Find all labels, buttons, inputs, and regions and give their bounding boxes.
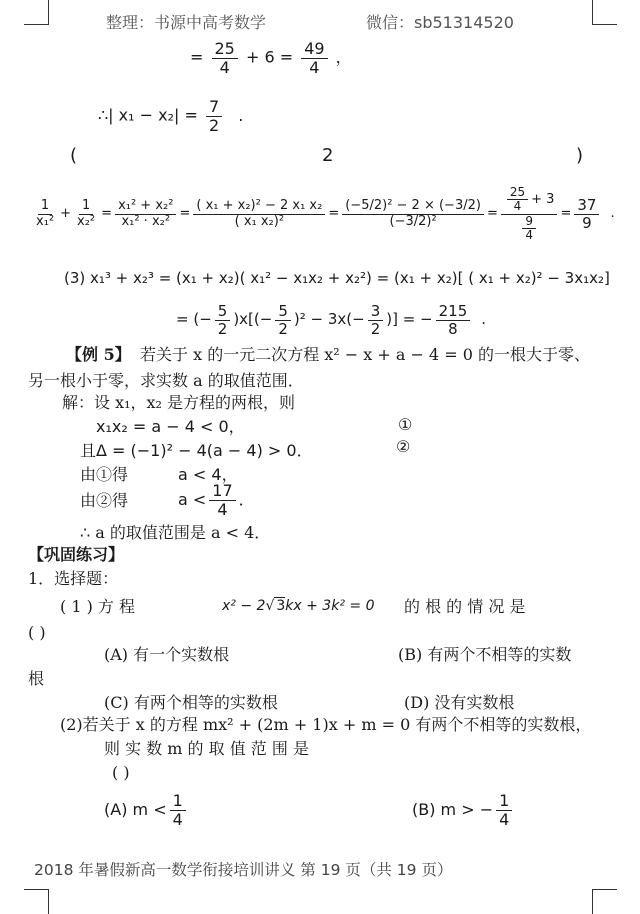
- example5-question-1: 若关于 x 的一元二次方程 x² − x + a − 4 = 0 的一根大于零、: [140, 345, 591, 364]
- paren-number: 2: [322, 145, 334, 166]
- crop-mark-bottom-left: [24, 889, 49, 914]
- practice-q1-equation: x² − 2√ 3kx + 3k² = 0: [222, 598, 375, 614]
- example5-question-2: 另一根小于零，求实数 a 的取值范围．: [28, 371, 304, 390]
- practice-q2-option-b: (B) m > − $\frac{1}{4}$: [412, 786, 515, 834]
- reciprocal-sum-equation: $\frac{1}{\text{x₁²}}$ + $\frac{1}{\text{x₂²}}$ = $\frac{\text{x₁² + x₂²}}{\text{x₁² · x₂²}}$ = $\frac{\text{( x₁ + x₂)² − 2 x₁ x₂}}{\text{( x₁ x₂)²}}$ = $\frac{\text{(−5/2)² − 2 × (−3/2)}}{\text{(−3/2)²}}$ = $\frac{25}{4}$ + 3 $\frac{9}{4}$ = $\frac{37}{9}$ .: [36, 185, 615, 242]
- part3-line-1: (3) x₁³ + x₂³ = (x₁ + x₂)( x₁² − x₁x₂ + x₂²) = (x₁ + x₂)[ ( x₁ + x₂)² − 3x₁x₂]: [64, 269, 610, 287]
- practice-q1-option-a: (A) 有一个实数根: [104, 645, 230, 664]
- page-footer: 2018 年暑假新高一数学衔接培训讲义 第 19 页（共 19 页）: [34, 861, 453, 879]
- example5-solution-5-label: 由②得: [80, 491, 129, 510]
- fraction-25-4: $\frac{25}{4}$: [212, 40, 238, 76]
- header-left: 整理：书源中高考数学: [106, 13, 267, 32]
- mark-circle-1: ①: [398, 415, 413, 434]
- practice-q1-option-d: (D) 没有实数根: [404, 693, 515, 712]
- example5-solution-4-value: a < 4，: [178, 465, 238, 484]
- calc-line-1: = $\frac{25}{4}$ + 6 = $\frac{49}{4}$ ，: [190, 39, 352, 77]
- practice-title: 【巩固练习】: [28, 545, 125, 564]
- header-right: 微信：sb51314520: [366, 13, 514, 32]
- practice-q1-option-b-cont: 根: [28, 669, 45, 688]
- practice-q1-blank: ( ): [28, 623, 46, 642]
- fraction-49-4: $\frac{49}{4}$: [301, 40, 327, 76]
- fraction-7-2: $\frac{7}{2}$: [206, 98, 222, 134]
- practice-section-1: 1．选择题：: [28, 569, 119, 588]
- example5-solution-2: x₁x₂ = a − 4 < 0，: [96, 417, 245, 436]
- example5-title: 【例 5】: [66, 345, 131, 364]
- example5-solution-3: 且Δ = (−1)² − 4(a − 4) > 0．: [80, 441, 313, 460]
- practice-q1-prefix: ( 1 ) 方 程: [60, 597, 136, 616]
- mark-circle-2: ②: [396, 437, 411, 456]
- calc-line-2: ∴| x₁ − x₂| = $\frac{7}{2}$ .: [98, 97, 244, 135]
- example5-solution-6: ∴ a 的取值范围是 a < 4．: [80, 523, 271, 542]
- example5-solution-4-label: 由①得: [80, 465, 129, 484]
- example5-solution-1: 解：设 x₁，x₂ 是方程的两根，则: [62, 393, 296, 412]
- practice-q2-line-1: (2)若关于 x 的方程 mx² + (2m + 1)x + m = 0 有两个不相等的实数根，: [60, 715, 592, 734]
- paren-left: (: [70, 145, 78, 166]
- practice-q1-option-c: (C) 有两个相等的实数根: [104, 693, 278, 712]
- practice-q2-option-a: (A) m < $\frac{1}{4}$: [104, 786, 189, 834]
- crop-mark-top-left: [24, 0, 49, 25]
- practice-q2-line-2: 则 实 数 m 的 取 值 范 围 是: [104, 739, 309, 758]
- practice-q2-blank: ( ): [112, 763, 130, 782]
- example5-solution-5-value: a < $\frac{17}{4}$ ．: [178, 480, 255, 519]
- paren-right: ): [576, 145, 584, 166]
- practice-q1-option-b: (B) 有两个不相等的实数: [398, 645, 572, 664]
- practice-q1-suffix: 的 根 的 情 况 是: [404, 597, 526, 616]
- crop-mark-bottom-right: [592, 889, 617, 914]
- crop-mark-top-right: [592, 0, 617, 25]
- part3-line-2: = (− $\frac{5}{2}$ )x[(− $\frac{5}{2}$ )² − 3x(− $\frac{3}{2}$ )] = − $\frac{215}{8}$ .: [176, 302, 487, 338]
